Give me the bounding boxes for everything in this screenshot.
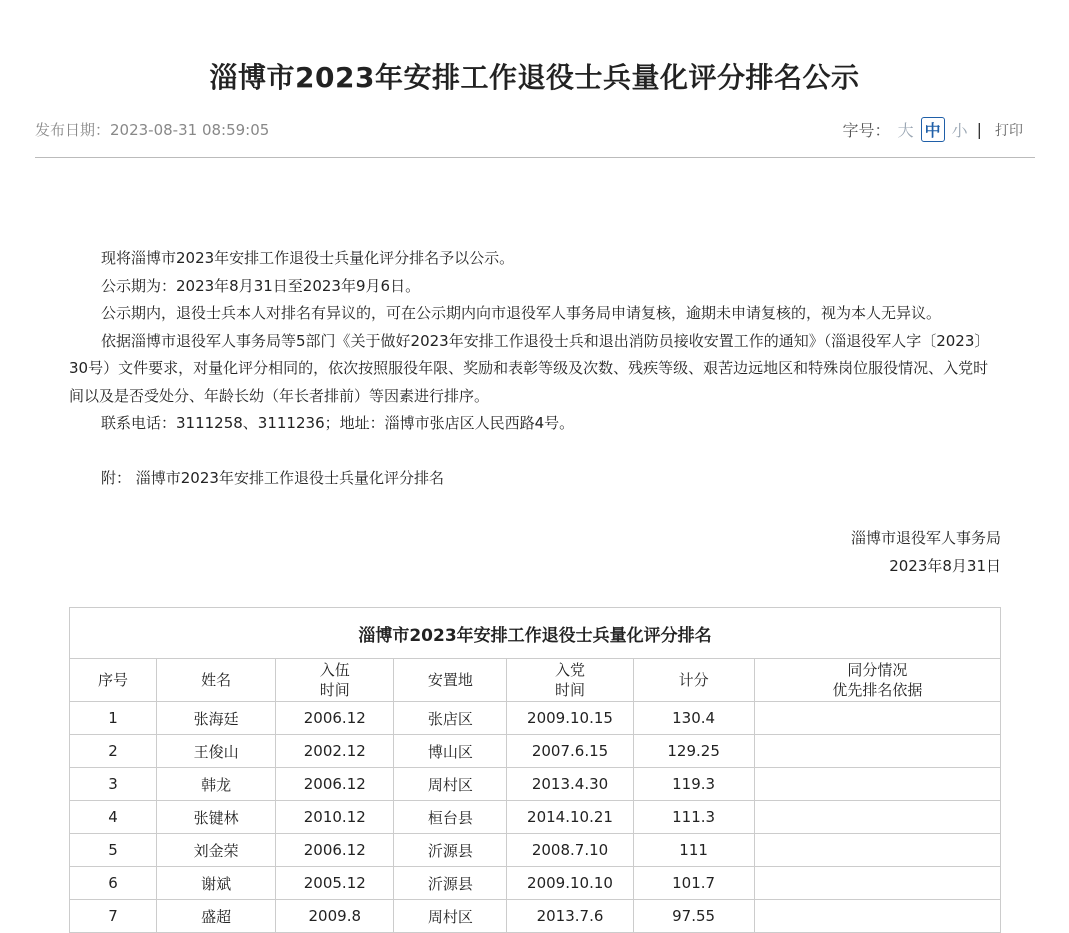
header-no: 序号 xyxy=(70,659,157,702)
header-name: 姓名 xyxy=(157,659,276,702)
cell-basis xyxy=(754,768,1000,801)
font-size-large-button[interactable]: 大 xyxy=(897,121,914,140)
cell-basis xyxy=(754,735,1000,768)
cell-enlist: 2005.12 xyxy=(276,867,394,900)
cell-place: 博山区 xyxy=(394,735,507,768)
cell-score: 101.7 xyxy=(633,867,754,900)
table-header-row xyxy=(70,659,1001,702)
cell-score: 97.55 xyxy=(633,900,754,933)
font-size-label: 字号： xyxy=(842,121,891,140)
cell-enlist: 2010.12 xyxy=(276,801,394,834)
cell-party: 2008.7.10 xyxy=(507,834,633,867)
cell-no: 6 xyxy=(70,867,157,900)
header-score: 计分 xyxy=(633,659,754,702)
cell-name: 谢斌 xyxy=(157,867,276,900)
font-size-controls xyxy=(843,117,1023,142)
cell-basis xyxy=(754,834,1000,867)
cell-no: 5 xyxy=(70,834,157,867)
table-row xyxy=(70,834,1001,867)
paragraph-period: 公示期为：2023年8月31日至2023年9月6日。 xyxy=(101,276,421,295)
header-basis-line2: 优先排名依据 xyxy=(832,681,923,699)
cell-no: 7 xyxy=(70,900,157,933)
cell-enlist: 2009.8 xyxy=(276,900,394,933)
cell-place: 沂源县 xyxy=(394,834,507,867)
cell-party: 2013.4.30 xyxy=(507,768,633,801)
header-party-line2: 时间 xyxy=(554,681,585,699)
table-row xyxy=(70,768,1001,801)
cell-place: 周村区 xyxy=(394,768,507,801)
header-enlist-line1: 入伍 xyxy=(319,661,350,679)
header-place: 安置地 xyxy=(394,659,507,702)
separator: | xyxy=(976,120,982,139)
cell-place: 桓台县 xyxy=(394,801,507,834)
cell-no: 4 xyxy=(70,801,157,834)
page-title: 淄博市2023年安排工作退役士兵量化评分排名公示 xyxy=(209,61,860,94)
cell-party: 2009.10.15 xyxy=(507,702,633,735)
table-caption: 淄博市2023年安排工作退役士兵量化评分排名 xyxy=(70,608,1001,659)
article-meta-bar xyxy=(35,117,1035,158)
cell-name: 张键林 xyxy=(157,801,276,834)
signature-org: 淄博市退役军人事务局 xyxy=(850,529,1001,547)
font-size-medium-button[interactable]: 中 xyxy=(921,117,945,142)
signature-block xyxy=(851,525,1001,580)
header-enlist xyxy=(276,659,394,702)
cell-score: 130.4 xyxy=(633,702,754,735)
cell-score: 119.3 xyxy=(633,768,754,801)
cell-name: 韩龙 xyxy=(157,768,276,801)
paragraph-intro: 现将淄博市2023年安排工作退役士兵量化评分排名予以公示。 xyxy=(101,249,515,267)
cell-score: 129.25 xyxy=(633,735,754,768)
table-row xyxy=(70,735,1001,768)
cell-enlist: 2006.12 xyxy=(276,702,394,735)
cell-no: 1 xyxy=(70,702,157,735)
paragraph-attachment: 附： 淄博市2023年安排工作退役士兵量化评分排名 xyxy=(101,468,444,487)
cell-enlist: 2006.12 xyxy=(276,834,394,867)
table-row xyxy=(70,900,1001,933)
cell-name: 张海廷 xyxy=(157,702,276,735)
font-size-small-button[interactable]: 小 xyxy=(951,121,968,140)
cell-place: 张店区 xyxy=(394,702,507,735)
cell-basis xyxy=(754,702,1000,735)
paragraph-objection: 公示期内，退役士兵本人对排名有异议的，可在公示期内向市退役军人事务局申请复核，逾期未申请复核的，视为本人无异议。 xyxy=(101,304,942,322)
cell-party: 2007.6.15 xyxy=(507,735,633,768)
cell-no: 3 xyxy=(70,768,157,801)
header-party xyxy=(507,659,633,702)
cell-party: 2009.10.10 xyxy=(507,867,633,900)
cell-party: 2013.7.6 xyxy=(507,900,633,933)
cell-basis xyxy=(754,867,1000,900)
signature-date: 2023年8月31日 xyxy=(889,556,1001,575)
print-button[interactable]: 打印 xyxy=(995,122,1023,139)
table-row xyxy=(70,702,1001,735)
header-enlist-line2: 时间 xyxy=(319,681,350,699)
cell-enlist: 2002.12 xyxy=(276,735,394,768)
article-body xyxy=(69,245,1001,492)
cell-place: 沂源县 xyxy=(394,867,507,900)
cell-score: 111.3 xyxy=(633,801,754,834)
publish-date: 发布日期：2023-08-31 08:59:05 xyxy=(35,121,270,139)
cell-name: 刘金荣 xyxy=(157,834,276,867)
cell-basis xyxy=(754,801,1000,834)
header-basis xyxy=(754,659,1000,702)
cell-party: 2014.10.21 xyxy=(507,801,633,834)
table-row xyxy=(70,801,1001,834)
header-party-line1: 入党 xyxy=(554,661,585,679)
header-basis-line1: 同分情况 xyxy=(847,661,908,679)
paragraph-contact: 联系电话：3111258、3111236；地址：淄博市张店区人民西路4号。 xyxy=(101,414,575,432)
cell-score: 111 xyxy=(633,834,754,867)
cell-no: 2 xyxy=(70,735,157,768)
ranking-table xyxy=(69,607,1001,933)
table-row xyxy=(70,867,1001,900)
cell-basis xyxy=(754,900,1000,933)
cell-name: 王俊山 xyxy=(157,735,276,768)
cell-name: 盛超 xyxy=(157,900,276,933)
cell-place: 周村区 xyxy=(394,900,507,933)
paragraph-basis: 依据淄博市退役军人事务局等5部门《关于做好2023年安排工作退役士兵和退出消防员接收安置工作的通知》（淄退役军人字〔2023〕30号）文件要求，对量化评分相同的，依次按照服役年限、奖励和表彰等级及次数、残疾等级、艰苦边远地区和特殊岗位服役情况、入党时间以及是否受处分、年龄长幼（年长者排前）等因素进行排序。 xyxy=(69,331,990,405)
cell-enlist: 2006.12 xyxy=(276,768,394,801)
